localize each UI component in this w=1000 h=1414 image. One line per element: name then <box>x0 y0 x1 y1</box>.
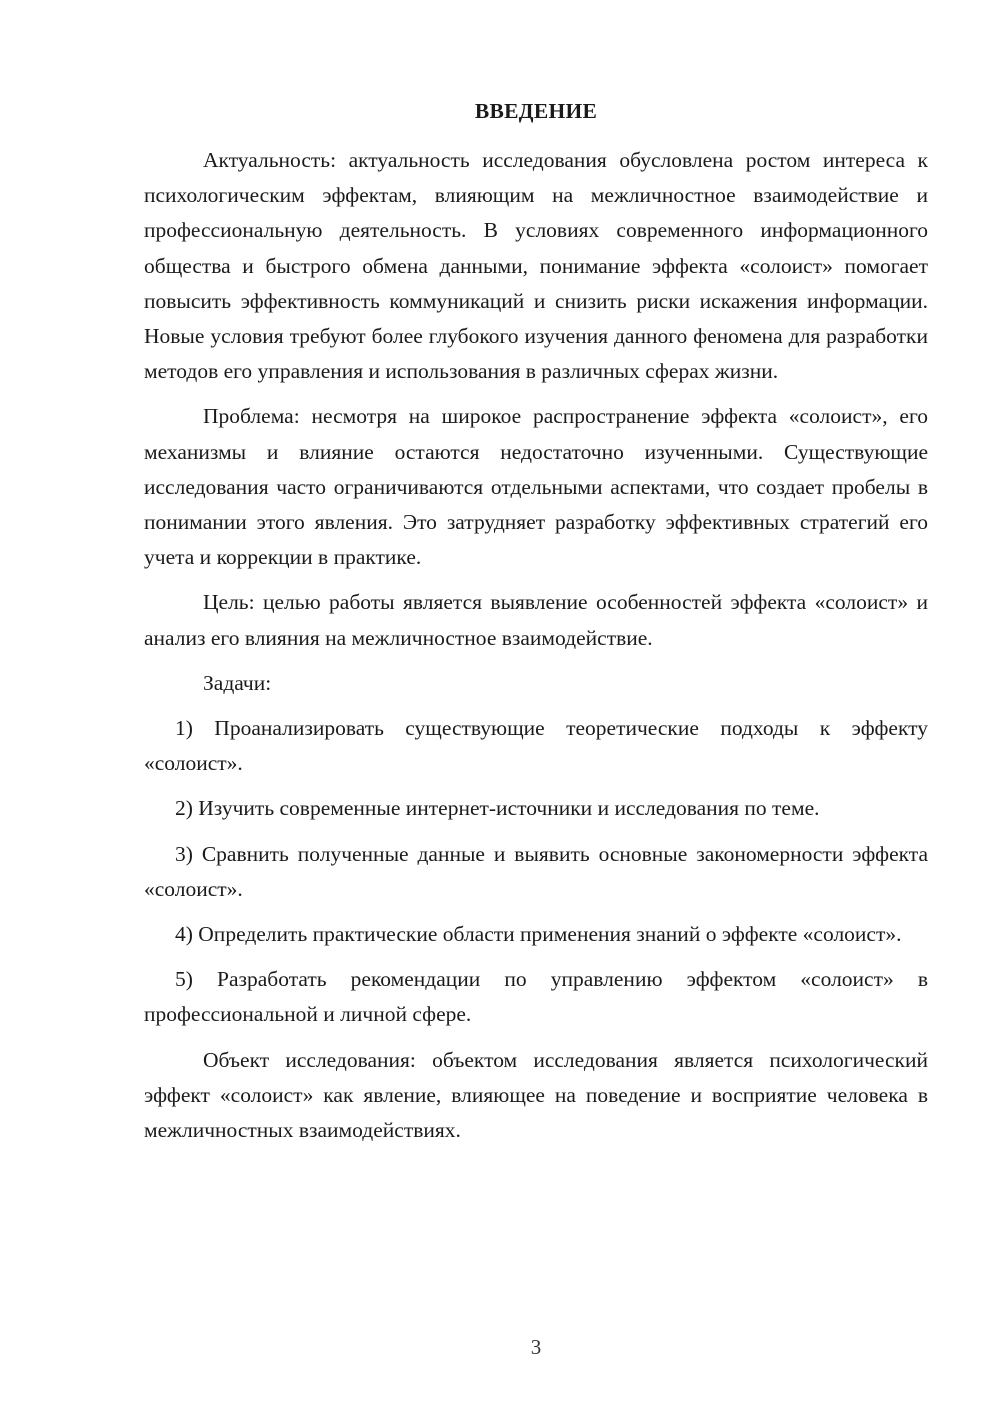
page-number: 3 <box>530 1335 542 1359</box>
task-item-5: 5) Разработать рекомендации по управлению эффектом «солоист» в профессиональной и личной сфере. <box>144 967 928 1027</box>
tasks-label: Задачи: <box>203 670 272 695</box>
task-item-4: 4) Определить практические области применения знаний о эффекте «солоист». <box>175 922 902 947</box>
task-item-1: 1) Проанализировать существующие теоретические подходы к эффекту «солоист». <box>144 716 928 776</box>
section-heading: ВВЕДЕНИЕ <box>474 99 598 123</box>
task-item-2: 2) Изучить современные интернет-источники и исследования по теме. <box>175 796 820 821</box>
paragraph-relevance: Актуальность: актуальность исследования обусловлена ростом интереса к психологическим эффектам, влияющим на межличностное взаимодействие и профессиональную деятельность. В условиях современного информационного общества и быстрого обмена данными, понимание эффекта «солоист» помогает повысить эффективность коммуникаций и снизить риски искажения информации. Новые условия требуют более глубокого изучения данного феномена для разработки методов его управления и использования в различных сферах жизни. <box>144 148 928 384</box>
task-item-3: 3) Сравнить полученные данные и выявить основные закономерности эффекта «солоист». <box>144 841 928 901</box>
paragraph-object: Объект исследования: объектом исследования является психологический эффект «солоист» как явление, влияющее на поведение и восприятие человека в межличностных взаимодействиях. <box>144 1047 928 1143</box>
document-page <box>144 0 928 1414</box>
body-text <box>144 143 928 1148</box>
paragraph-problem: Проблема: несмотря на широкое распространение эффекта «солоист», его механизмы и влияние остаются недостаточно изученными. Существующие исследования часто ограничиваются отдельными аспектами, что создает пробелы в понимании этого явления. Это затрудняет разработку эффективных стратегий его учета и коррекции в практике. <box>144 404 928 570</box>
paragraph-goal: Цель: целью работы является выявление особенностей эффекта «солоист» и анализ его влияния на межличностное взаимодействие. <box>144 590 928 650</box>
